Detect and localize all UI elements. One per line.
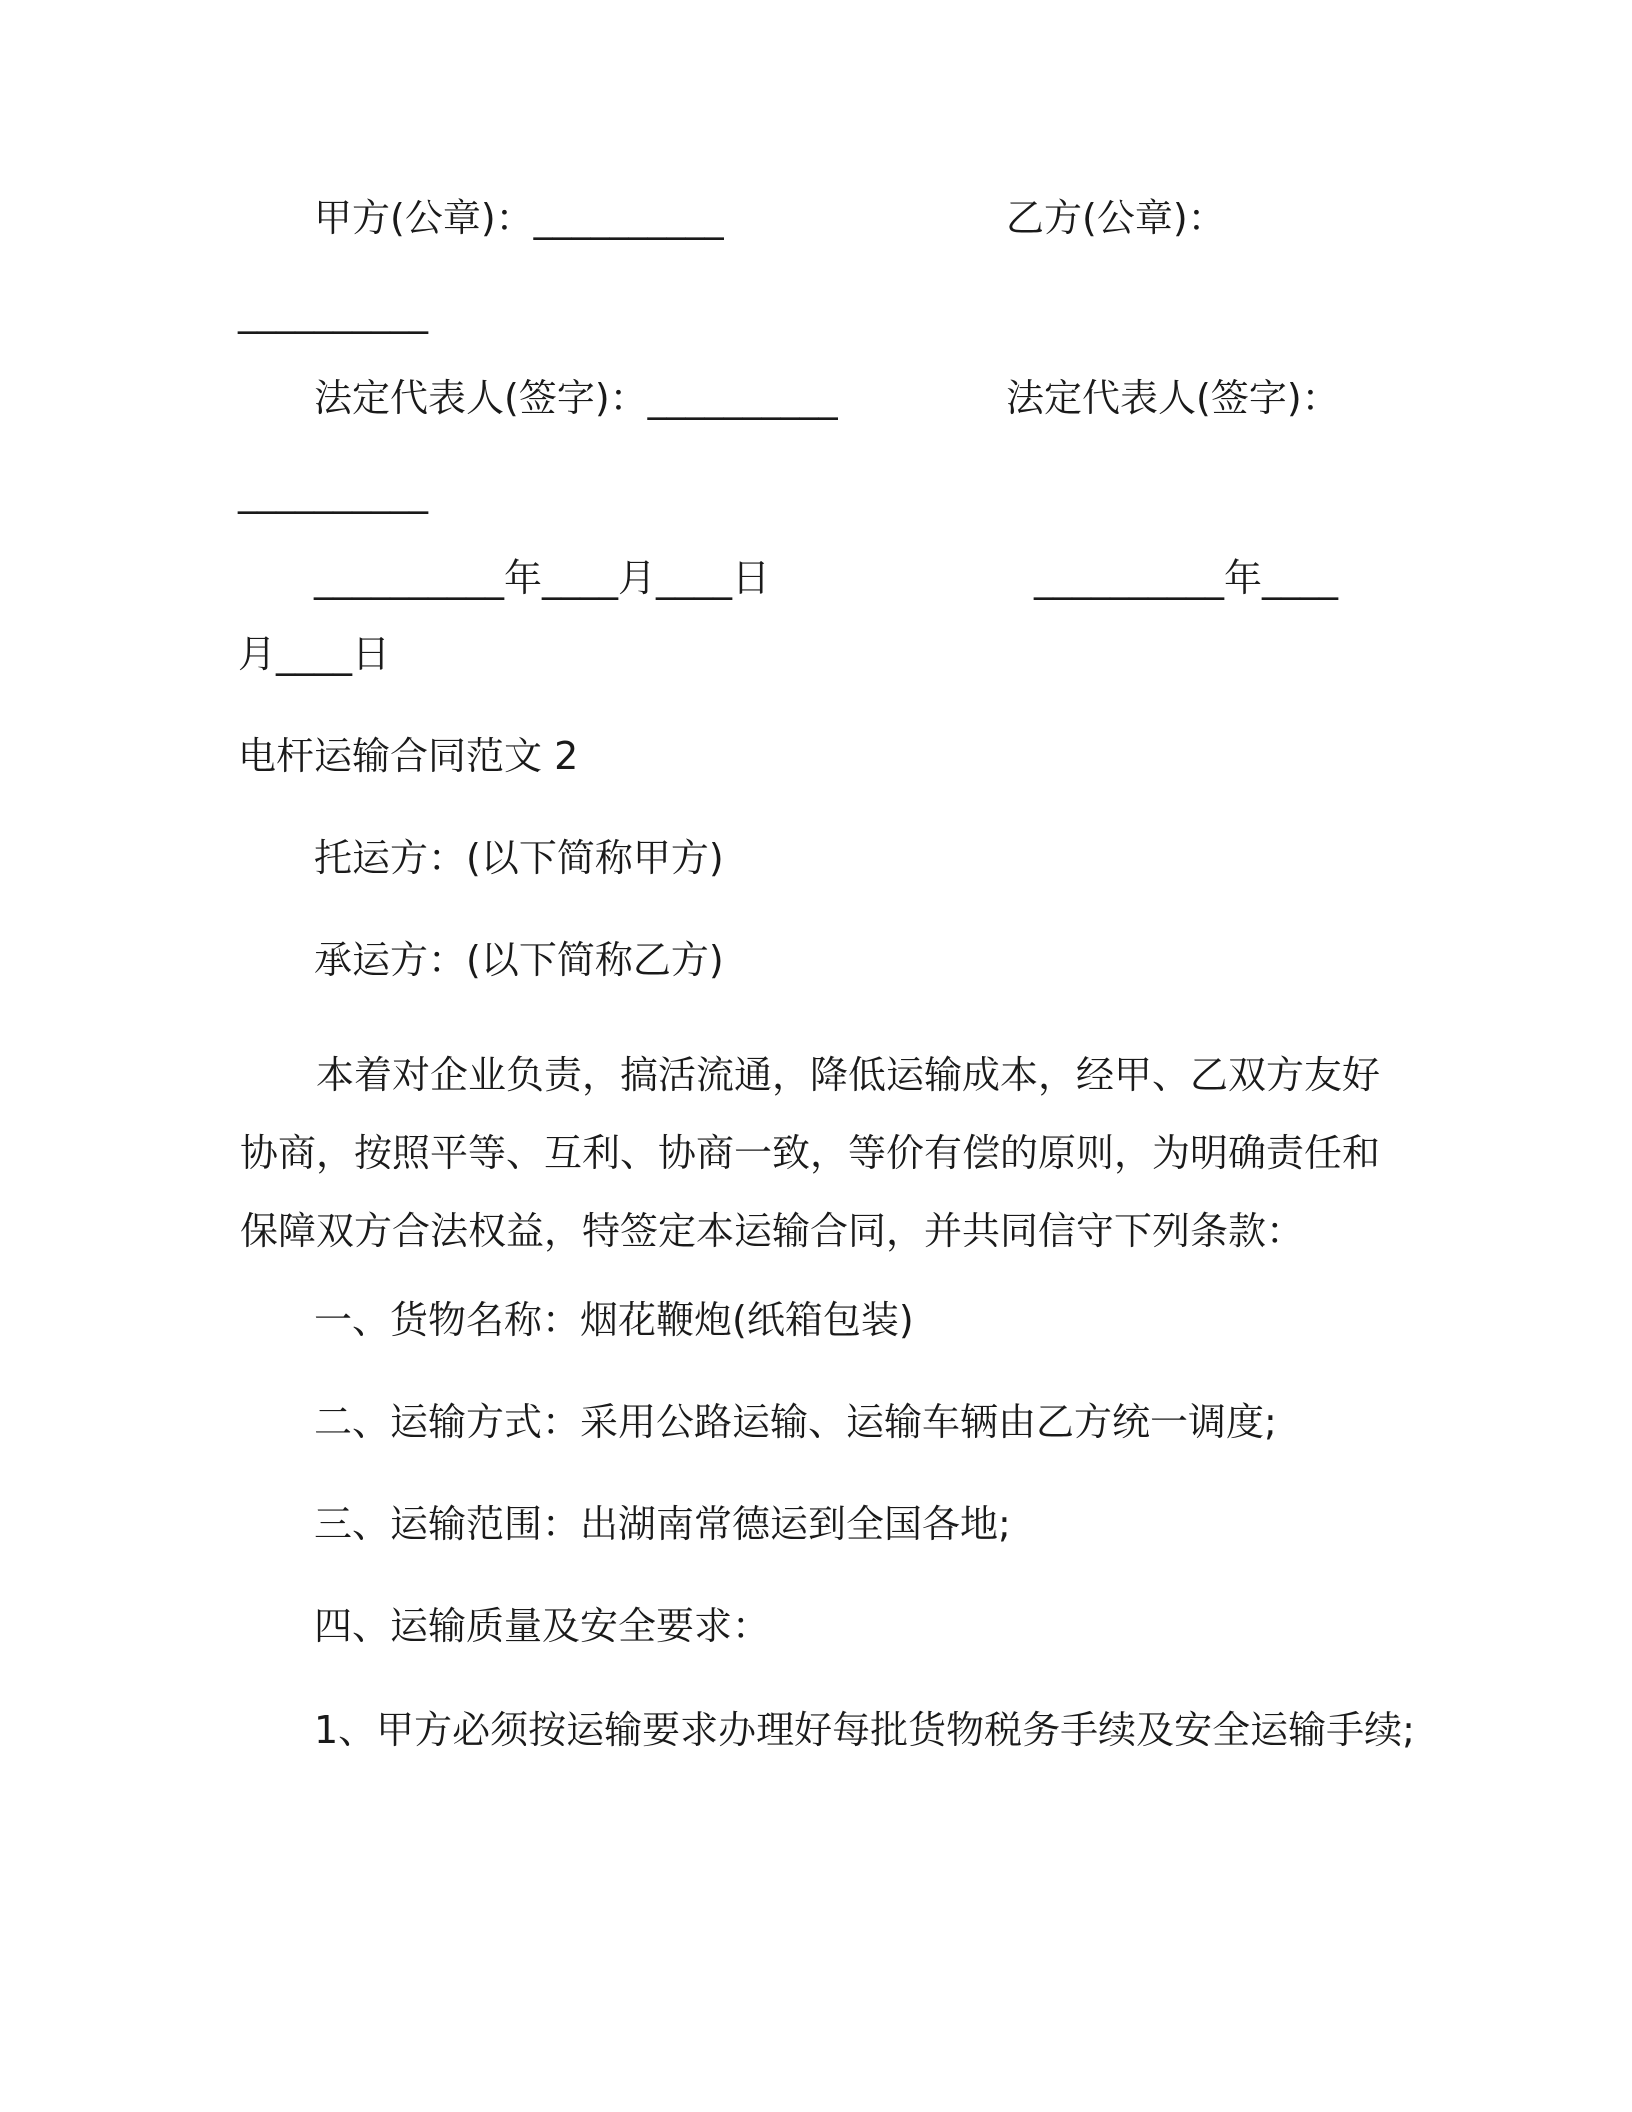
clause-item: 四、运输质量及安全要求： bbox=[314, 1604, 771, 1648]
party-b-representative-blank: __________ bbox=[238, 470, 428, 514]
clause-item: 一、货物名称：烟花鞭炮(纸箱包装) bbox=[314, 1298, 914, 1342]
party-b-date-continued: 月____日 bbox=[238, 632, 391, 676]
clause-item: 1、甲方必须按运输要求办理好每批货物税务手续及安全运输手续; bbox=[314, 1708, 1415, 1752]
clause-item: 二、运输方式：采用公路运输、运输车辆由乙方统一调度; bbox=[314, 1400, 1277, 1444]
section-title: 电杆运输合同范文 2 bbox=[238, 734, 579, 778]
party-a-date: __________年____月____日 bbox=[314, 556, 771, 600]
party-b-seal: 乙方(公章)： bbox=[1006, 196, 1226, 240]
preamble-paragraph: 本着对企业负责，搞活流通，降低运输成本，经甲、乙双方友好协商，按照平等、互利、协商一致，等价有偿的原则，为明确责任和保障双方合法权益，特签定本运输合同，并共同信守下列条款： bbox=[240, 1053, 1381, 1253]
party-a-representative: 法定代表人(签字)：__________ bbox=[314, 376, 838, 420]
party-b-seal-blank: __________ bbox=[238, 290, 428, 334]
party-b-representative: 法定代表人(签字)： bbox=[1006, 376, 1340, 420]
party-b-date: __________年____ bbox=[1034, 556, 1339, 600]
carrier-line: 承运方：(以下简称乙方) bbox=[314, 938, 724, 982]
party-a-seal: 甲方(公章)：__________ bbox=[314, 196, 724, 240]
clause-item: 三、运输范围：出湖南常德运到全国各地; bbox=[314, 1502, 1011, 1546]
shipper-line: 托运方：(以下简称甲方) bbox=[314, 836, 724, 880]
